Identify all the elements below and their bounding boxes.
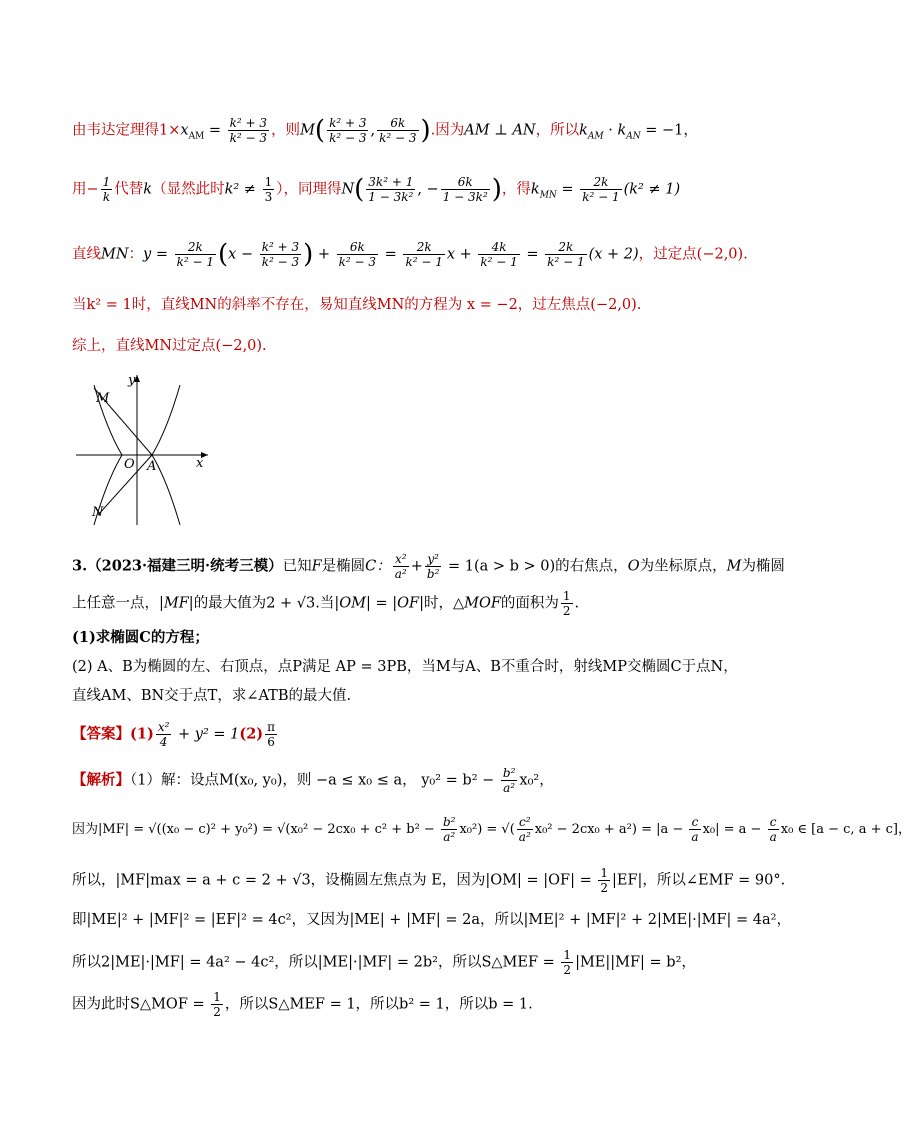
- sub-am: AM: [188, 131, 205, 142]
- eq-sign: =: [556, 181, 579, 198]
- frac-num: 6k: [337, 240, 378, 255]
- eq-part: 因为|MF| = √((x₀ − c)² + y₀²) = √(x₀² − 2cx₀ + c² + b² −: [72, 822, 439, 837]
- plus: +: [410, 558, 423, 575]
- sub-am: AM: [587, 131, 604, 142]
- frac-den: a: [769, 830, 777, 844]
- solution-line-replace: [72, 175, 680, 205]
- frac-den: k² − 3: [229, 131, 268, 145]
- comma: ,: [370, 122, 376, 139]
- eq-part: x₀| = a −: [702, 822, 766, 837]
- frac-den: 6: [267, 735, 275, 749]
- frac-num: 6k: [441, 175, 490, 190]
- dot: ·: [603, 122, 618, 139]
- equation-pythag: 即|ME|² + |MF|² = |EF|² = 4c²，又因为|ME| + |MF| = 2a，所以|ME|² + |MF|² + 2|ME|·|MF| = 4a²，: [72, 912, 791, 928]
- eq-part: x₀ ∈ [a − c, a + c]，: [780, 822, 911, 837]
- point-m: M: [300, 122, 315, 139]
- paren-close: ): [420, 115, 431, 146]
- equation-area: [72, 948, 696, 977]
- frac-den: k² − 1: [582, 190, 620, 204]
- frac: [441, 815, 458, 844]
- text-time: 时，: [423, 595, 453, 612]
- frac-b: [260, 240, 301, 269]
- frac-den: a²: [518, 830, 531, 844]
- frac-n-x: [366, 175, 415, 204]
- frac-num: 2k: [580, 175, 621, 190]
- frac-num: 1: [563, 948, 572, 962]
- frac-den: k² − 3: [261, 255, 300, 269]
- eq-sign: =: [380, 246, 402, 263]
- frac-num: 2k: [545, 240, 586, 255]
- analysis-text-end: x₀²，: [519, 772, 554, 789]
- text-ellipse-end: 为椭圆: [741, 558, 785, 575]
- frac-den: a²: [503, 781, 516, 795]
- text-origin: 为坐标原点，: [639, 558, 727, 575]
- frac-den: k² − 3: [379, 131, 417, 145]
- x-plus: x +: [446, 246, 477, 263]
- frac-num: k² + 3: [261, 240, 300, 254]
- var-k: k: [579, 122, 588, 139]
- text-right-focus: = 1(a > b > 0)的右焦点，: [443, 558, 628, 575]
- point-f: F: [311, 558, 322, 575]
- point-n: N: [341, 181, 355, 198]
- frac-den: 3: [264, 190, 273, 204]
- frac-den: k: [102, 190, 111, 204]
- colon: ：: [128, 246, 144, 263]
- frac-num: 2k: [403, 240, 444, 255]
- text-similarly: ），同理得: [276, 181, 342, 198]
- eq-part: 所以，|MF|max = a + c = 2 + √3，设椭圆左焦点为 E，因为|OM| = |OF| =: [72, 872, 597, 889]
- text-known: 已知: [282, 558, 312, 575]
- frac-y2-b2: [425, 552, 442, 581]
- frac-den: a²: [394, 567, 407, 581]
- part-2-line-1: (2) A、B为椭圆的左、右顶点，点P满足 AP = 3PB，当M与A、B不重合时，射线MP交椭圆C于点N，: [72, 659, 738, 675]
- abs-mf: |MF|: [159, 595, 194, 612]
- answer-eq: + y² = 1: [173, 726, 240, 743]
- question-3-line-1: [72, 552, 785, 581]
- frac-num: b²: [442, 815, 456, 829]
- frac-half: [561, 948, 573, 977]
- eq-part: x₀² − 2cx₀ + a²) = |a −: [534, 822, 688, 837]
- label-x: x: [196, 456, 204, 471]
- paren-open: (: [218, 239, 229, 270]
- frac-3: [377, 116, 418, 145]
- sub-an: AN: [626, 131, 641, 142]
- abs-om-of: |OM| = |OF|: [334, 595, 424, 612]
- frac-den: 2: [563, 963, 572, 977]
- frac-den: k² − 1: [480, 255, 518, 269]
- text-obvious: （显然此时: [152, 181, 225, 198]
- var-k: k: [617, 122, 627, 139]
- frac-f: [545, 240, 586, 269]
- frac-c: [337, 240, 378, 269]
- eq-part: |ME||MF| = b²，: [575, 954, 696, 971]
- perp-expr: AM ⊥ AN: [464, 122, 536, 139]
- answer-part-1: (1): [130, 725, 154, 743]
- text-get: ，得: [501, 181, 531, 198]
- frac-den: k² − 3: [329, 131, 367, 145]
- frac-num: k² + 3: [229, 116, 268, 130]
- frac-pi-6: [265, 720, 277, 749]
- frac-num: 1: [562, 589, 571, 603]
- frac-d: [403, 240, 444, 269]
- frac-kmn: [580, 175, 621, 204]
- label-y: y: [128, 373, 136, 388]
- paren-open: (: [354, 174, 365, 205]
- text-fixed-point: ，过定点(−2,0).: [638, 246, 748, 263]
- frac-num: c: [689, 815, 700, 830]
- frac-1: [228, 116, 269, 145]
- text-so: ，所以: [535, 122, 580, 139]
- answer-line: [72, 720, 279, 749]
- frac-1-over-k: [101, 175, 113, 204]
- text-then: ，则: [271, 122, 301, 139]
- answer-label: 【答案】: [72, 725, 130, 743]
- frac-half: [598, 866, 610, 895]
- answer-part-2: (2): [239, 725, 264, 743]
- line-mn: MN: [101, 246, 129, 263]
- frac-den: b²: [426, 567, 440, 581]
- frac-a: [175, 240, 216, 269]
- frac-num: π: [267, 720, 276, 734]
- frac-den: k² − 1: [405, 255, 443, 269]
- label-m: M: [96, 391, 110, 406]
- analysis-label: 【解析】: [72, 771, 130, 789]
- text-any-point: 上任意一点，: [72, 595, 159, 612]
- eq-sign: =: [521, 246, 544, 263]
- eq-part: ，所以S△MEF = 1，所以b² = 1，所以b = 1.: [224, 996, 533, 1013]
- frac-num: 1: [102, 175, 111, 189]
- equation-b: [72, 990, 533, 1019]
- text-when: .当: [315, 595, 335, 612]
- sub-mn: MN: [539, 190, 557, 201]
- frac-x2-a2: [393, 552, 409, 581]
- var-x: x: [180, 122, 189, 139]
- solution-line-k1: 当k² = 1时，直线MN的斜率不存在，易知直线MN的方程为 x = −2，过左焦点(−2,0).: [72, 297, 642, 313]
- text-max: 的最大值为: [193, 595, 267, 612]
- point-o: O: [627, 558, 640, 575]
- frac-num: 1: [213, 990, 221, 1004]
- analysis-text: （1）解：设点M(x₀, y₀)，则 −a ≤ x₀ ≤ a， y₀² = b² −: [130, 772, 499, 789]
- frac-num: 2k: [175, 240, 216, 255]
- frac-b2-a2: [501, 766, 518, 795]
- solution-line-conclusion: 综上，直线MN过定点(−2,0).: [72, 338, 267, 354]
- frac-2: [327, 116, 368, 145]
- equation-mf: [72, 815, 911, 844]
- eq-part: x₀²) = √(: [459, 822, 515, 837]
- frac: [517, 815, 533, 844]
- text-because: .因为: [430, 122, 465, 139]
- frac-num: c: [768, 815, 779, 830]
- part-1: (1)求椭圆C的方程；: [72, 629, 209, 646]
- frac-num: 1: [600, 866, 608, 880]
- frac-den: 1 − 3k²: [368, 190, 414, 204]
- text-line: 直线: [72, 246, 101, 263]
- frac-den: 2: [600, 881, 608, 895]
- paren-open: (: [314, 115, 326, 146]
- frac-den: 2: [213, 1005, 221, 1019]
- ellipse-c: C：: [365, 558, 391, 575]
- eq-part: 所以2|ME|·|MF| = 4a² − 4c²，所以|ME|·|MF| = 2b²，所以S△MEF =: [72, 954, 560, 971]
- x-plus-2: (x + 2): [588, 246, 639, 263]
- point-m: M: [726, 558, 742, 575]
- text-ellipse: 是椭圆: [321, 558, 366, 575]
- text-replace: 代替: [114, 181, 144, 198]
- var-k: k: [530, 181, 540, 198]
- frac-half: [211, 990, 223, 1019]
- frac-half: [561, 589, 573, 618]
- frac-num: c²: [517, 815, 533, 830]
- frac-num: y²: [425, 552, 442, 567]
- frac: [768, 815, 779, 844]
- plus: +: [313, 246, 335, 263]
- frac-x2-4: [156, 720, 172, 749]
- solution-line-mn: [72, 240, 748, 269]
- eq-sign: =: [204, 122, 226, 139]
- frac-den: k² − 3: [338, 255, 377, 269]
- frac-num: 1: [264, 175, 273, 189]
- comma: , −: [417, 181, 439, 198]
- eq-end: = −1，: [640, 122, 698, 139]
- equation-max: [72, 866, 785, 895]
- frac-num: k² + 3: [329, 116, 367, 130]
- label-o: O: [124, 457, 135, 472]
- frac-1-3: [263, 175, 275, 204]
- frac-den: a²: [443, 830, 456, 844]
- question-3-line-2: [72, 589, 579, 618]
- frac-e: [478, 240, 519, 269]
- analysis-line: [72, 766, 554, 795]
- k-condition: (k² ≠ 1): [623, 181, 681, 198]
- frac-num: 3k² + 1: [368, 175, 414, 189]
- eq-part: |EF|，所以∠EMF = 90°.: [611, 872, 786, 889]
- part-2-line-2: 直线AM、BN交于点T，求∠ATB的最大值.: [72, 688, 352, 704]
- max-value: 2 + √3: [266, 595, 316, 612]
- question-source: （2023·福建三明·统考三模）: [87, 557, 283, 575]
- label-a: A: [147, 459, 157, 474]
- frac-den: 2: [562, 604, 571, 618]
- frac: [689, 815, 700, 844]
- solution-line-vieta: [72, 116, 698, 146]
- frac-num: 6k: [377, 116, 418, 131]
- triangle-mof: △MOF: [452, 595, 501, 612]
- k-cond: k² ≠: [224, 181, 261, 198]
- text-area: 的面积为: [500, 595, 559, 612]
- label-n: N: [92, 505, 104, 520]
- eq-part: 因为此时S△MOF =: [72, 996, 210, 1013]
- frac-den: 4: [159, 735, 168, 749]
- question-number: 3.: [72, 557, 88, 575]
- frac-den: k² − 1: [176, 255, 215, 269]
- hyperbola-figure: [72, 370, 212, 530]
- paren-close: ): [491, 174, 502, 205]
- frac-den: 1 − 3k²: [442, 190, 488, 204]
- frac-num: 4k: [478, 240, 519, 255]
- frac-num: x²: [157, 720, 170, 734]
- y-eq: y =: [143, 246, 173, 263]
- text-use: 用−: [72, 181, 99, 198]
- frac-den: k² − 1: [547, 255, 585, 269]
- frac-num: b²: [502, 766, 516, 780]
- x-minus: x −: [228, 246, 258, 263]
- frac-num: x²: [393, 552, 409, 567]
- frac-n-y: [441, 175, 490, 204]
- text-vieta: 由韦达定理得1×: [72, 122, 181, 139]
- frac-den: a: [691, 830, 699, 844]
- paren-close: ): [303, 239, 314, 270]
- period: .: [574, 595, 580, 612]
- var-k: k: [143, 181, 153, 198]
